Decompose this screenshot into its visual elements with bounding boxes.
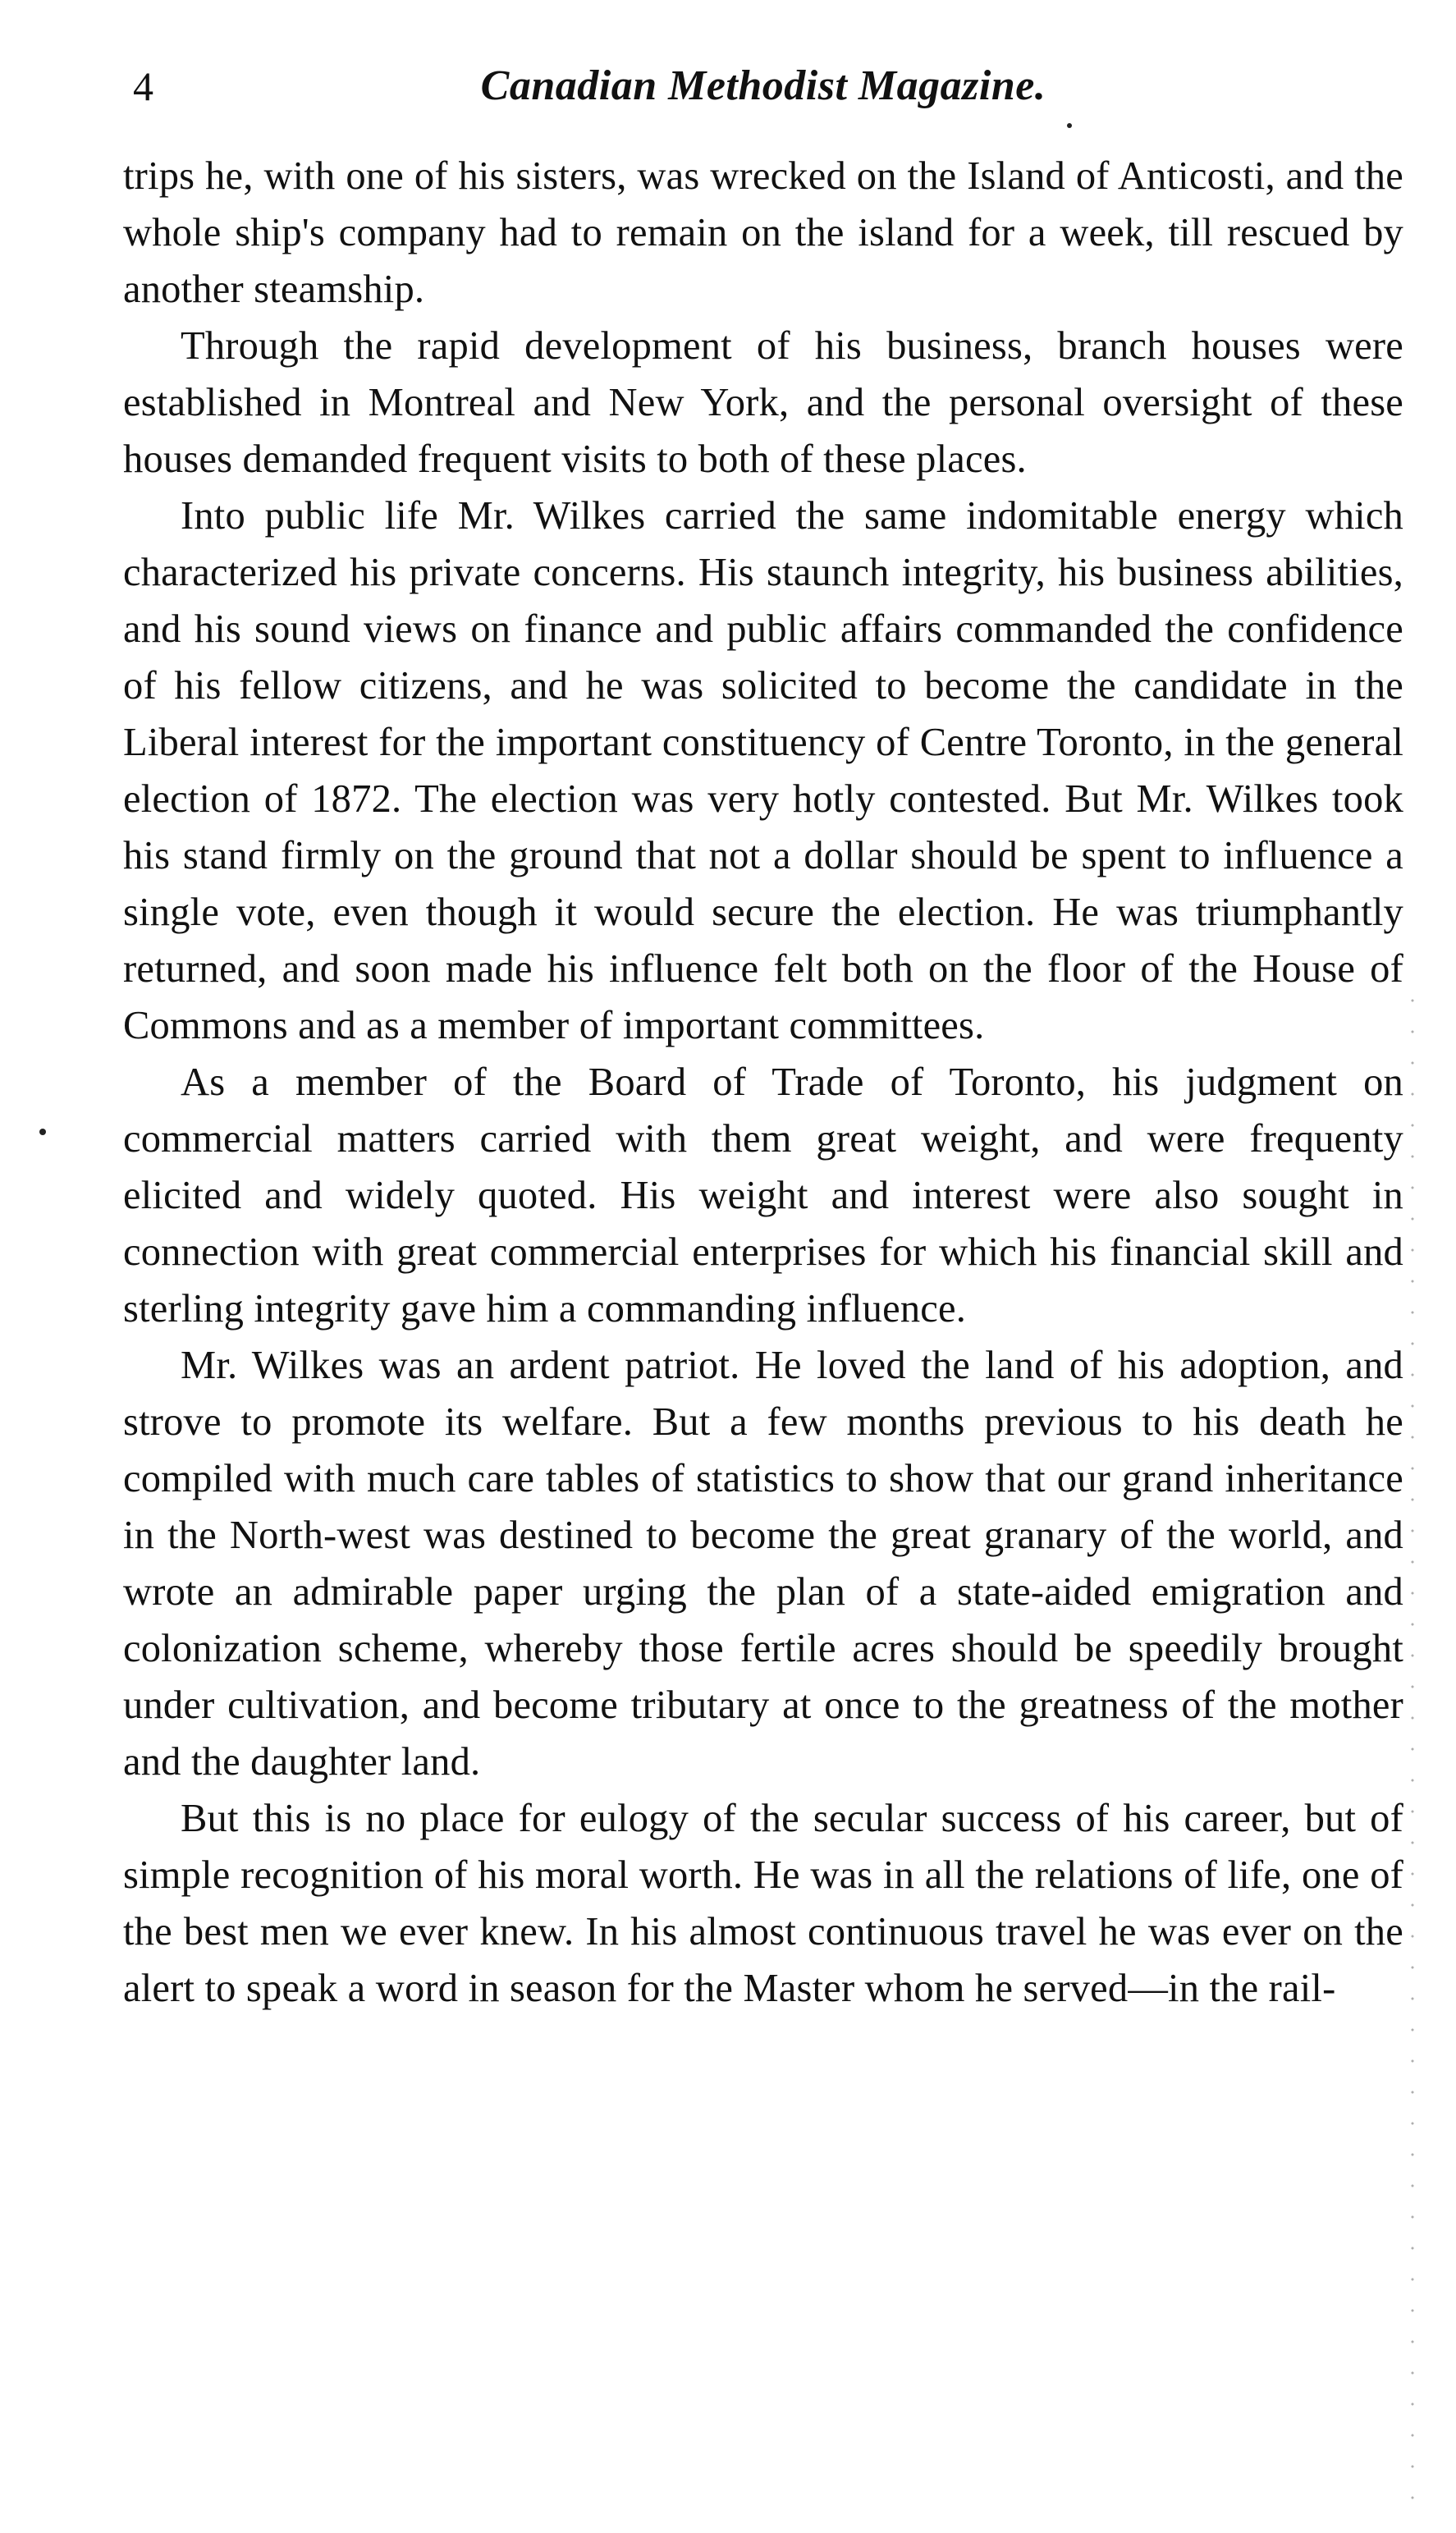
paragraph: trips he, with one of his sisters, was wrecked on the Island of Anticosti, and the whole ship's company had to remain on the island for a week, till rescued by another steamship. bbox=[123, 154, 1403, 311]
paragraph: But this is no place for eulogy of the secular success of his career, but of simple recognition of his moral worth. He was in all the relations of life, one of the best men we ever knew. In his almost continuous travel he was ever on the alert to speak a word in season for the Master whom he served—in the rail- bbox=[123, 1797, 1403, 2010]
paragraph: As a member of the Board of Trade of Toronto, his judgment on commercial matters carried with them great weight, and were frequenty elicited and widely quoted. His weight and interest were also sought in connection with great commercial enterprises for which his financial skill and sterling integrity gave him a commanding influence. bbox=[123, 1060, 1403, 1331]
article-body bbox=[123, 148, 1403, 2017]
scan-speck bbox=[1067, 123, 1072, 128]
page-header bbox=[123, 57, 1403, 123]
paragraph: Mr. Wilkes was an ardent patriot. He loved the land of his adoption, and strove to promote its welfare. But a few months previous to his death he compiled with much care tables of statistics to show that our grand inheritance in the North-west was destined to become the great granary of the world, and wrote an admirable paper urging the plan of a state-aided emigration and colonization scheme, whereby those fertile acres should be speedily brought under cultivation, and become tributary at once to the greatness of the mother and the daughter land. bbox=[123, 1344, 1403, 1784]
page-number: 4 bbox=[133, 63, 153, 109]
running-title: Canadian Methodist Magazine. bbox=[480, 62, 1046, 109]
scan-speck bbox=[39, 1129, 46, 1135]
paragraph: Through the rapid development of his business, branch houses were established in Montreal and New York, and the personal oversight of these houses demanded frequent visits to both of these places. bbox=[123, 324, 1403, 481]
margin-scan-dots bbox=[1410, 985, 1415, 2512]
paragraph: Into public life Mr. Wilkes carried the same indomitable energy which characterized his private concerns. His staunch integrity, his business abilities, and his sound views on finance and public affairs commanded the confidence of his fellow citizens, and he was solicited to become the candidate in the Liberal interest for the important constituency of Centre Toronto, in the general election of 1872. The election was very hotly contested. But Mr. Wilkes took his stand firmly on the ground that not a dollar should be spent to influence a single vote, even though it would secure the election. He was triumphantly returned, and soon made his influence felt both on the floor of the House of Commons and as a member of important committees. bbox=[123, 494, 1403, 1047]
